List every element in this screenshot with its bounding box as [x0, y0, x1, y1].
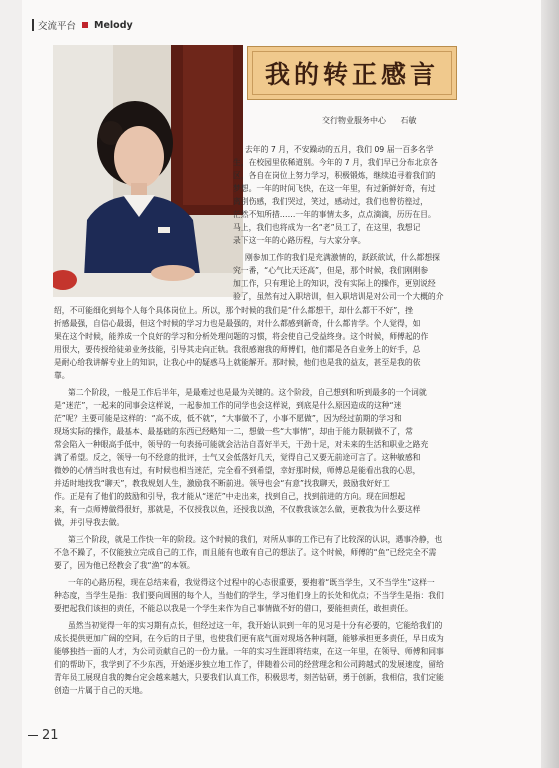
body-line: 现场实际的操作，最基本、最基础的东西已经略知一二，想做一些“大事情”，却由于能力限制做不了，常: [54, 427, 413, 436]
page-number: 21: [42, 728, 59, 743]
body-line: 加工作，只有理论上的知识，没有实际上的操作，更别说经: [233, 279, 436, 288]
body-line: 种态度，当学生是指：我们要向周围的每个人，当他们的学生，学习他们身上的长处和优点；不当学生是指：我们: [54, 591, 444, 600]
body-line: 区，各自在岗位上努力学习，积极锻炼，继续追寻着我们的: [233, 171, 436, 180]
body-line: 茫”呢？主要可能是这样的：“高不成，低不就”，“大事做不了，小事不愿做”，因为经过前期的学习和: [54, 414, 402, 423]
body-line: 折感最强，自信心最弱，但这个时候的学习力也是最强的，对什么都感到新奇，什么都肯学。个人觉得，如: [54, 319, 421, 328]
body-line: 绍，不可能细化到每个人每个具体岗位上。所以，那个时候的我们是“什么都想干，却什么都干不好”，挫: [54, 306, 413, 315]
body-line: 第二个阶段，一般是工作后半年，是最难过也是最为关键的。这个阶段，自己想到和听到最多的一个词就: [68, 388, 427, 397]
body-line: 能够独挡一面的人才，为公司贡献自己的一份力量。一年的实习生涯即将结束，在这一年里，在领导、师傅和同事: [54, 647, 444, 656]
body-line: 离别伤感，我们哭过，笑过，感动过，我们也曾彷徨过，: [233, 197, 428, 206]
article-title: 我的转正感言: [264, 60, 439, 89]
body-line: 一年的心路历程，现在总结来看，我觉得这个过程中的心态很重要，要抱着“既当学生，又不当学生”这样一: [68, 578, 435, 587]
body-line: 果在这个时候，能养成一个良好的学习和分析处理问题的习惯，将会使自己受益终身。这个时候，师傅起的作: [54, 332, 429, 341]
body-line: 究一番，“心气比天还高”，但是，那个时候，我们刚刚参: [233, 266, 429, 275]
body-line: 虽然当初觉得一年的实习期有点长，但经过这一年，我开始认识到一年的见习是十分有必要的，它能给我们的: [68, 621, 443, 630]
body-line: 并适时地找我“聊天”，教我规划人生，激励我不断前进。领导也会“有意”找我聊天，鼓励我好好工: [54, 479, 390, 488]
author-dept: 交行物业服务中心: [322, 116, 386, 125]
title-banner: [247, 46, 457, 100]
body-line: 要了，因为他已经教会了我“渔”的本领。: [54, 561, 195, 570]
body-line: 靠。: [54, 371, 70, 380]
body-line: 满了希望。反之，领导一句不经意的批评，士气又会低落好几天，觉得自己又要无前途可言了。这种敏感和: [54, 453, 421, 462]
section-label: 交流平台: [38, 21, 77, 32]
body-line: 要把起我们该担的责任，不能总以我是一个学生来作为自己事情做不好的借口，要能担责任，敢担责任。: [54, 604, 413, 613]
footer-dash: [28, 735, 38, 737]
body-line: 马上，我们也将成为一名“老”员工了，在这里，我想记: [233, 223, 421, 232]
body-line: 不急不躁了，不仅能独立完成自己的工作，而且能有也敢有自己的想法了。这个时候，师傅的“鱼”已经完全不需: [54, 548, 437, 557]
body-line: 生，在校园里依稀道别。今年的 7 月，我们早已分布北京各: [233, 158, 438, 167]
author-name: 石敏: [400, 116, 417, 125]
magazine-page: [22, 0, 541, 768]
body-line: 成长提供更加广阔的空间，在今后的日子里，也使我们更有底气面对现场各种问题，能够承担更多责任，早日成为: [54, 634, 444, 643]
body-line: 茫然不知所措……一年的事情太多，点点滴滴，历历在目。: [233, 210, 436, 219]
author-photo: [53, 45, 243, 297]
body-line: 是耐心给我讲解专业上的知识，让我心中的疑惑马上就能解开。那时候，他们也是我的益友，甚至是我的依: [54, 358, 421, 367]
body-line: 是“迷茫”，一起来的同事会这样说，一起参加工作的同学也会这样说，到底是什么原因造成的这种“迷: [54, 401, 402, 410]
body-line: 们的帮助下，我学到了不少东西，开始逐步独立地工作了，伴随着公司的经营理念和公司跨越式的发展速度，留给: [54, 660, 444, 669]
body-line: 刚参加工作的我们是充满激情的，跃跃欲试，什么都想探: [245, 253, 440, 262]
body-line: 作。正是有了他们的鼓励和引导，我才能从“迷茫”中走出来，找到自己，找到前进的方向。现在回想起: [54, 492, 406, 501]
body-line: 梦想。一年的时间飞快，在这一年里，有过新鲜好奇，有过: [233, 184, 436, 193]
body-line: 微妙的心情当时我也有过，有时候也相当迷茫，完全看不到希望，幸好那时候，师傅总是能看出我的心思，: [54, 466, 421, 475]
body-line: 去年的 7 月，不安躁动的五月，我们 09 届一百多名学: [245, 145, 434, 154]
page-footer: [28, 728, 59, 743]
body-line: 用很大，要传授给徒弟业务技能，引导其走向正轨。我很感谢我的师傅们，他们都是各自业务上的好手，总: [54, 345, 421, 354]
body-line: 青年员工展现自我的舞台定会越来越大，只要我们认真工作，积极思考，刻苦钻研，勇于创新，我相信，我们定能: [54, 673, 444, 682]
body-line: 第三个阶段，就是工作快一年的阶段。这个时候的我们，对所从事的工作已有了比较深的认识，遇事冷静，也: [68, 535, 443, 544]
body-line: 常会陷入一种眼高手低中，领导的一句表扬可能就会沾沾自喜好半天，干劲十足，对未来的生活和职业之路充: [54, 440, 429, 449]
red-square-icon: [82, 22, 88, 28]
page-spine: [541, 0, 559, 768]
body-line: 来，有一点师傅做得很好，那就是，不仅授我以鱼，还授我以渔，不仅教我该怎么做，更教我为什么要这样: [54, 505, 421, 514]
header-divider: [32, 19, 34, 31]
section-label-en: Melody: [94, 19, 133, 31]
body-line: 做，并引导我去做。: [54, 518, 125, 527]
section-header: [32, 17, 133, 33]
body-line: 创造一片属于自己的天地。: [54, 686, 148, 695]
byline: [322, 115, 417, 126]
body-line: 录下这一年的心路历程，与大家分享。: [233, 236, 366, 245]
body-line: 验了，虽然有过入职培训，但入职培训是对公司一个大概的介: [233, 292, 444, 301]
